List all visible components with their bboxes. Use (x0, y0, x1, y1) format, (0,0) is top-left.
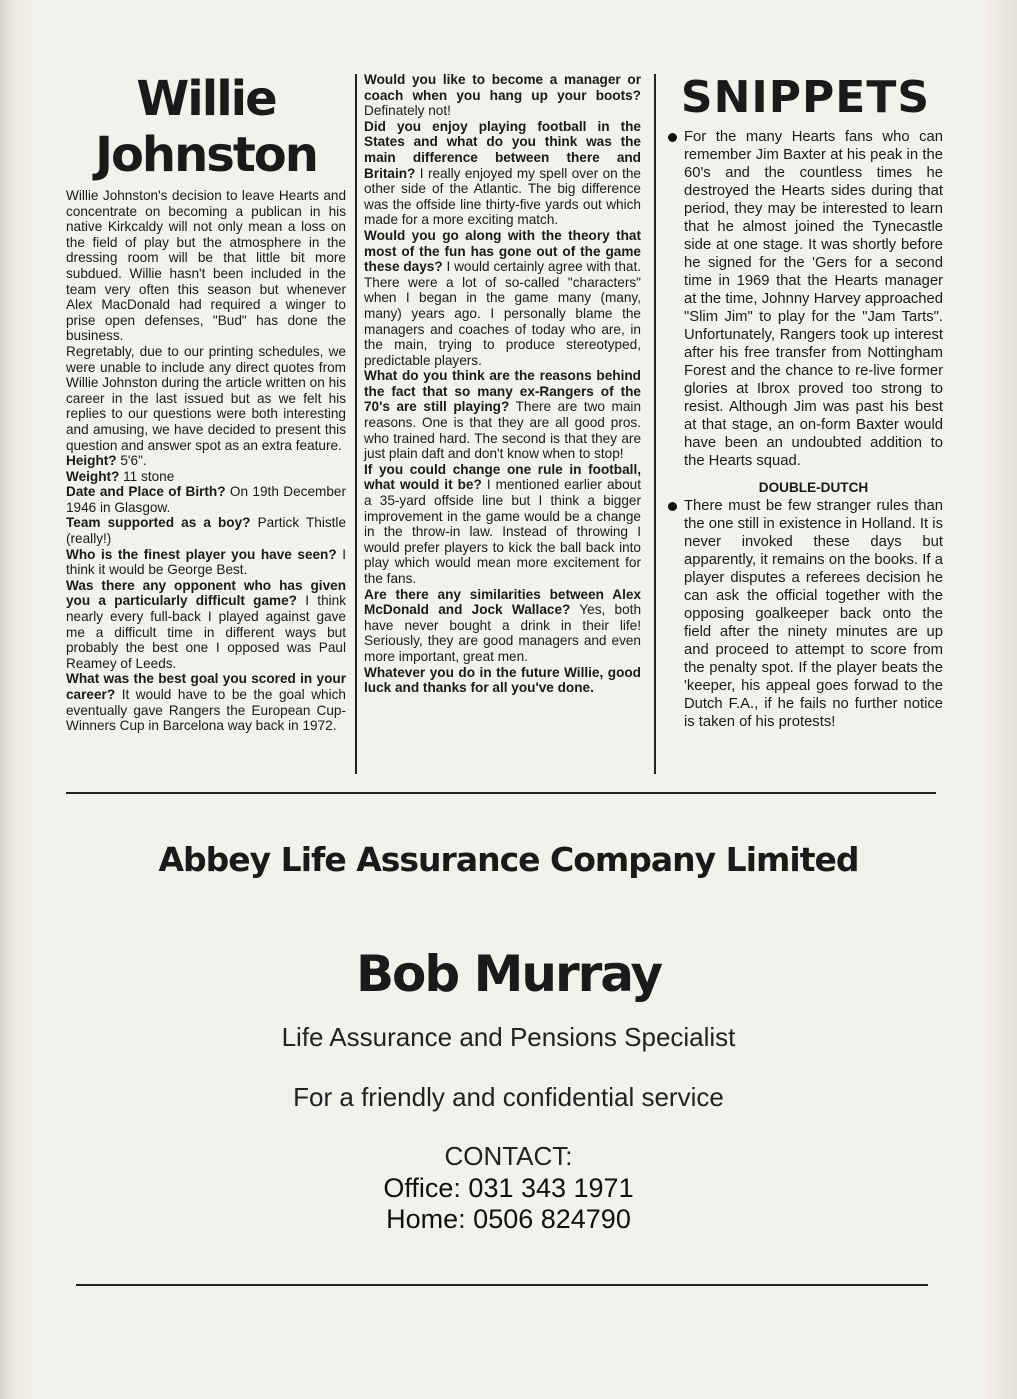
qa-question: Team supported as a boy? (66, 515, 251, 531)
article-title-line-2: Johnston (95, 127, 317, 183)
advert-company-name: Abbey Life Assurance Company Limited (158, 840, 859, 879)
bullet-icon (668, 502, 677, 511)
snippet-text-2: There must be few stranger rules than the one still in existence in Holland. It is never invoked these days but apparently, it remains on the books. If a player disputes a referees decision he can ask the official together with the opposing goalkeeper back onto the field after the ninety minutes are up and proceed to attempt to score from the penalty spot. If the player beats the 'keeper, his appeal goes forwad to the Dutch F.A., if he fails no further notice is taken of his protests! (684, 498, 943, 730)
qa-item (66, 547, 346, 578)
qa-question: Weight? (66, 468, 120, 484)
qa-answer: I would certainly agree with that. There were a lot of so-called "characters" when I began in the game many (many, many) years ago. I personally blame the managers and coaches of today who are, in the main, trying to produce stereotyped, predictable players. (364, 259, 641, 368)
qa-item (364, 119, 641, 228)
qa-answer: There are two main reasons. One is that they are all good pros. who trained hard. The second is that they are just plain daft and don't know when to stop! (364, 399, 641, 462)
qa-question: Whatever you do in the future Willie, good luck and thanks for all you've done. (364, 664, 641, 696)
article-column-1 (66, 72, 346, 734)
qa-answer: 5'6". (116, 453, 147, 469)
qa-item (66, 578, 346, 672)
qa-item (364, 72, 641, 119)
qa-answer: I mentioned earlier about a 35-yard offside line but I think a bigger improvement in the game would be a change in the throw-in law. Instead of throwing I would prefer players to kick the ball back into play which would mean more excitement for the fans. (364, 477, 641, 586)
column-divider-2 (654, 74, 656, 774)
qa-question: Was there any opponent who has given you a particularly difficult game? (66, 577, 346, 609)
qa-item (66, 484, 346, 515)
qa-question: Date and Place of Birth? (66, 484, 226, 500)
qa-question: Would you like to become a manager or coach when you hang up your boots? (364, 72, 641, 103)
qa-item (66, 671, 346, 733)
qa-item (364, 368, 641, 462)
column-divider-1 (355, 74, 357, 774)
qa-answer: Partick Thistle (really!) (66, 515, 347, 547)
qa-item (364, 228, 641, 368)
qa-answer: Definately not! (364, 103, 451, 119)
qa-item (364, 462, 641, 587)
advert-top-rule (66, 792, 936, 794)
article-column-2 (364, 72, 641, 696)
qa-answer: I really enjoyed my spell over on the other side of the Atlantic. The big difference was the offside line thirty-five yards out which made for a more exciting match. (364, 165, 641, 228)
snippets-title: SNIPPETS (680, 72, 931, 123)
qa-item (66, 453, 346, 469)
article-title-line-1: Willie (136, 71, 276, 127)
qa-answer: It would have to be the goal which eventually gave Rangers the European Cup-Winners Cup in Barcelona way back in 1972. (66, 687, 346, 734)
snippets-column (668, 72, 943, 731)
qa-question: What do you think are the reasons behind the fact that so many ex-Rangers of the 70's are still playing? (364, 368, 641, 415)
qa-item (364, 587, 641, 665)
advert-bottom-rule (76, 1284, 928, 1286)
advert-service-line: For a friendly and confidential service (293, 1082, 724, 1112)
qa-answer: Yes, both have never bought a drink in their life! Seriously, they are good managers and even more important, great men. (364, 602, 641, 664)
qa-question: What was the best goal you scored in your career? (66, 671, 346, 702)
advert-role: Life Assurance and Pensions Specialist (281, 1022, 736, 1052)
article-intro-paragraph-1: Willie Johnston's decision to leave Hearts and concentrate on becoming a publican in his native Kirkcaldy will not only mean a loss on the field of play but the atmosphere in the dressing room will be that little bit more subdued. Willie hasn't been included in the team very often this season but whenever Alex MacDonald had required a winger to prise open defenses, "Bud" has done the business. (66, 188, 346, 344)
advert-home-phone: Home: 0506 824790 (386, 1204, 631, 1234)
qa-question: If you could change one rule in football, what would it be? (364, 461, 641, 493)
qa-answer: I think it would be George Best. (66, 546, 346, 578)
advert-agent-name: Bob Murray (355, 945, 662, 1003)
advert-contact-label: CONTACT: (444, 1141, 573, 1171)
qa-answer: On 19th December 1946 in Glasgow. (66, 484, 346, 515)
qa-question: Who is the finest player you have seen? (66, 546, 337, 562)
qa-item (66, 469, 346, 485)
qa-question: Height? (66, 453, 117, 469)
snippet-item-2 (668, 497, 943, 731)
snippet-subheading: DOUBLE-DUTCH (758, 480, 869, 495)
bullet-icon (668, 133, 677, 142)
advert-office-phone: Office: 031 343 1971 (383, 1173, 634, 1203)
snippet-text-1: For the many Hearts fans who can remember Jim Baxter at his peak in the 60's and the countless times he destroyed the Hearts sides during that period, they may be interested to learn that he almost joined the Tynecastle side at one stage. It was shortly before he signed for the 'Gers for a second time in 1969 that the Hearts manager at the time, Johnny Harvey approached "Slim Jim" to play for the "Jam Tarts". Unfortunately, Rangers took up interest after his free transfer from Nottingham Forest and the chance to re-live former glories at Ibrox proved too strong to resist. Although Jim was past his best at that stage, an on-form Baxter would have been an undoubted addition to the Hearts squad. (684, 129, 943, 469)
article-intro-paragraph-2: Regretably, due to our printing schedules, we were unable to include any direct quotes from Willie Johnston during the article written on his career in the last issued but as we felt his replies to our questions were both interesting and amusing, we have decided to present this question and answer spot as an extra feature. (66, 343, 346, 453)
qa-answer: 11 stone (119, 468, 175, 484)
qa-question: Did you enjoy playing football in the States and what do you think was the main difference between there and Britain? (364, 118, 641, 181)
snippet-item-1 (668, 128, 943, 470)
qa-item (364, 665, 641, 696)
qa-question: Are there any similarities between Alex McDonald and Jock Wallace? (364, 586, 641, 618)
qa-question: Would you go along with the theory that most of the fun has gone out of the game these days? (364, 227, 641, 275)
qa-item (66, 515, 346, 546)
qa-answer: I think nearly every full-back I played against gave me a difficult time in different ways but probably the best one I opposed was Paul Reamey of Leeds. (66, 593, 347, 671)
